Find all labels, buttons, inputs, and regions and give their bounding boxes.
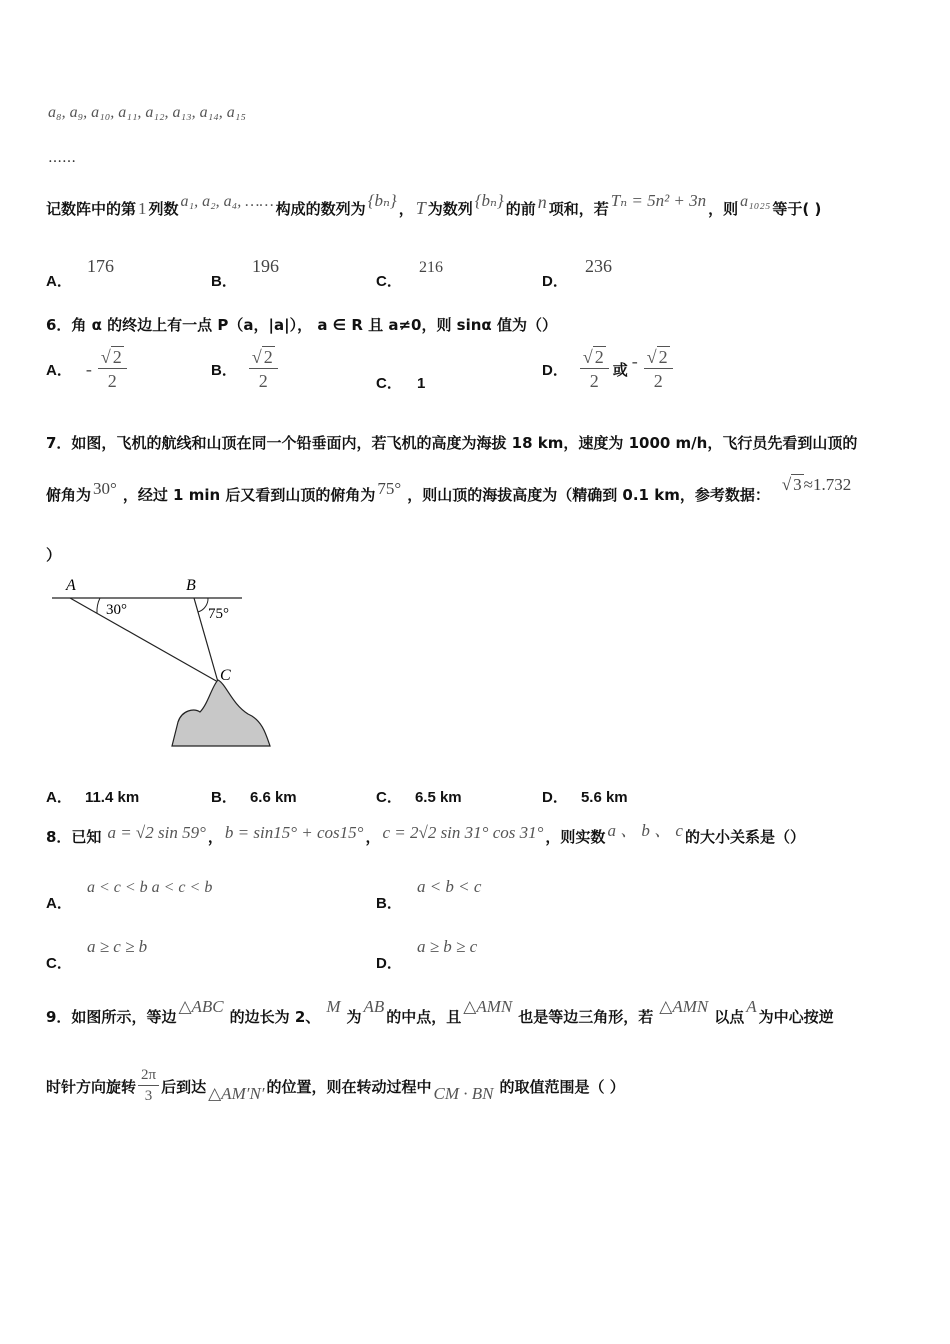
q5-one: 1 <box>138 199 147 218</box>
airplane-mountain-diagram <box>48 574 278 750</box>
q5-text-h: 等于( ) <box>772 200 822 218</box>
q5-formula: Tₙ = 5n² + 3n <box>610 191 707 210</box>
q5-text-b: 列数 <box>148 200 179 218</box>
minus-sign: - <box>85 358 92 379</box>
q5-text-g: ，则 <box>708 200 739 218</box>
sqrt3-ref: √ 3 ≈1.732 <box>781 475 852 494</box>
q8-vars: a 、 b 、 c <box>607 821 683 840</box>
q8-option-b <box>376 876 482 912</box>
q6-option-d <box>542 348 673 390</box>
option-value: 5.6 km <box>580 789 628 806</box>
option-label: A． <box>46 273 72 290</box>
option-label: B． <box>211 361 237 379</box>
label-A: A <box>66 577 76 594</box>
q5-option-c <box>376 256 443 290</box>
q5-bn2: {bₙ} <box>474 191 504 210</box>
option-value: 6.5 km <box>414 789 462 806</box>
q5-comma: ， <box>398 200 414 218</box>
label-angle-30: 30° <box>106 602 127 618</box>
q9-line2-a: 时针方向旋转 <box>46 1077 137 1096</box>
point-M: M <box>326 997 341 1016</box>
triangle-AMN-2: △AMN <box>659 997 709 1016</box>
triangle-AM'N': △AM′N′ <box>208 1084 265 1103</box>
q7-line2 <box>46 475 852 505</box>
option-label: C． <box>376 375 402 392</box>
line-AC <box>70 598 218 682</box>
ellipsis-row: …… <box>48 150 76 166</box>
numerator: 2 <box>112 347 122 367</box>
q7-line1: 7．如图，飞机的航线和山顶在同一个铅垂面内，若飞机的高度为海拔 18 km，速度为 1000 m/h，飞行员先看到山顶的 <box>46 434 858 452</box>
label-angle-75: 75° <box>208 606 229 622</box>
denominator: 2 <box>258 371 268 391</box>
q7-line2-a: 俯角为 <box>46 486 92 504</box>
q9-text-c: 为 <box>346 1008 362 1026</box>
mountain-shape <box>172 680 270 746</box>
q9-text-e: 也是等边三角形，若 <box>518 1008 654 1026</box>
q6-option-a <box>46 348 127 390</box>
q5-text-a: 记数阵中的第 <box>46 200 137 218</box>
option-label: D． <box>376 955 402 972</box>
vector-product: CM · BN <box>433 1084 494 1103</box>
q5-a1025: a₁₀₂₅ <box>740 193 771 210</box>
q7-option-d <box>542 786 628 807</box>
triangle-AMN: △AMN <box>463 997 513 1016</box>
option-label: D． <box>542 273 568 290</box>
q5-text-e: 的前 <box>505 200 536 218</box>
option-value: 196 <box>251 256 279 276</box>
q5-stem <box>46 191 822 219</box>
option-value: 1 <box>416 375 426 392</box>
c-expression: c = 2√2 sin 31° cos 31° <box>382 823 544 842</box>
option-label: C． <box>376 789 402 806</box>
q9-text-b: 的边长为 2、 <box>229 1008 321 1026</box>
q7-line2-c: ，则山顶的海拔高度为（精确到 0.1 km，参考数据： <box>407 486 770 504</box>
option-value: 236 <box>584 256 612 276</box>
q5-text-c: 构成的数列为 <box>275 200 366 218</box>
q8-option-d <box>376 936 478 972</box>
option-value: 6.6 km <box>249 789 297 806</box>
segment-AB: AB <box>363 997 385 1016</box>
option-label: A． <box>46 895 72 912</box>
q6-option-b <box>211 348 278 390</box>
option-value: a ≥ c ≥ b <box>86 937 148 956</box>
angle-arc-A <box>97 598 100 613</box>
q8-option-c <box>46 936 148 972</box>
or-word: 或 <box>612 360 628 379</box>
label-C: C <box>220 667 231 684</box>
fraction-sqrt2-over-2: $\frac{√ 2}{2}$ <box>580 348 609 390</box>
q5-text-f: 项和，若 <box>548 200 609 218</box>
angle-75: 75° <box>377 479 402 498</box>
option-label: A． <box>46 361 72 379</box>
option-value: a < b < c <box>416 877 482 896</box>
q8-text-c: 的大小关系是（） <box>684 828 805 846</box>
q5-bn1: {bₙ} <box>367 191 397 210</box>
option-label: A． <box>46 789 72 806</box>
q5-option-b <box>211 256 279 290</box>
q9-line1 <box>46 997 834 1027</box>
option-label: C． <box>376 273 402 290</box>
q5-text-d: 为数列 <box>427 200 473 218</box>
numerator: 2 <box>263 347 273 367</box>
q6-option-c <box>376 372 425 393</box>
option-label: B． <box>211 789 237 806</box>
option-value: a < c < b a < c < b <box>86 879 213 896</box>
comma: ， <box>365 828 381 846</box>
denominator: 3 <box>144 1088 153 1104</box>
b-expression: b = sin15° + cos15° <box>224 823 364 842</box>
fraction-sqrt2-over-2: $\frac{√ 2}{2}$ <box>644 348 673 390</box>
q9-text-a: 9．如图所示，等边 <box>46 1008 177 1026</box>
sequence-row-a8-a15: a₈, a₉, a₁₀, a₁₁, a₁₂, a₁₃, a₁₄, a₁₅ <box>48 104 246 121</box>
minus-sign: - <box>631 350 638 371</box>
denominator: 2 <box>107 371 117 391</box>
q9-text-f: 以点 <box>714 1008 745 1026</box>
q5-n: n <box>537 192 547 212</box>
angle-30: 30° <box>93 479 117 498</box>
comma: ， <box>207 828 223 846</box>
angle-arc-B <box>198 598 208 612</box>
option-label: D． <box>542 789 568 806</box>
q7-option-b <box>211 786 297 807</box>
q5-T: T <box>415 198 426 218</box>
option-label: D． <box>542 361 568 379</box>
q5-option-a <box>46 256 114 290</box>
q9-line2-b: 后到达 <box>161 1077 207 1096</box>
q7-option-a <box>46 786 139 807</box>
q9-line2-c: 的位置，则在转动过程中 <box>266 1077 432 1096</box>
q9-text-d: 的中点，且 <box>386 1008 462 1026</box>
option-value: 216 <box>418 259 443 276</box>
fraction-sqrt2-over-2: $\frac{√ 2}{2}$ <box>249 348 278 390</box>
numerator: 2π <box>138 1068 159 1086</box>
q7-line2-b: ，经过 1 min 后又看到山顶的俯角为 <box>122 486 376 504</box>
q8-text-b: ，则实数 <box>545 828 606 846</box>
option-value: a ≥ b ≥ c <box>416 937 478 956</box>
q6-stem: 6．角 α 的终边上有一点 P（a，|a|）， a ∈ R 且 a≠0，则 sinα 值为（） <box>46 316 557 334</box>
q8-option-a <box>46 876 213 912</box>
q5-seq: a₁, a₂, a₄, …… <box>180 193 274 210</box>
label-B: B <box>186 577 196 594</box>
option-label: C． <box>46 955 72 972</box>
q7-line3: ） <box>46 546 62 564</box>
point-A: A <box>746 997 757 1016</box>
q9-text-g: 为中心按逆 <box>758 1008 834 1026</box>
option-label: B． <box>211 273 237 290</box>
a-expression: a = √2 sin 59° <box>107 823 206 842</box>
fraction-sqrt2-over-2: $\frac{√ 2}{2}$ <box>98 348 127 390</box>
option-label: B． <box>376 895 402 912</box>
triangle-ABC: △ABC <box>178 997 224 1016</box>
option-value: 11.4 km <box>84 789 140 806</box>
q7-option-c <box>376 786 462 807</box>
q9-line2 <box>46 1068 625 1104</box>
q8-text-a: 8．已知 <box>46 828 102 846</box>
q5-option-d <box>542 256 612 290</box>
q9-line2-d: 的取值范围是（ ） <box>499 1077 625 1096</box>
q8-stem <box>46 822 805 847</box>
option-value: 176 <box>86 256 114 276</box>
rotation-fraction <box>138 1068 159 1104</box>
